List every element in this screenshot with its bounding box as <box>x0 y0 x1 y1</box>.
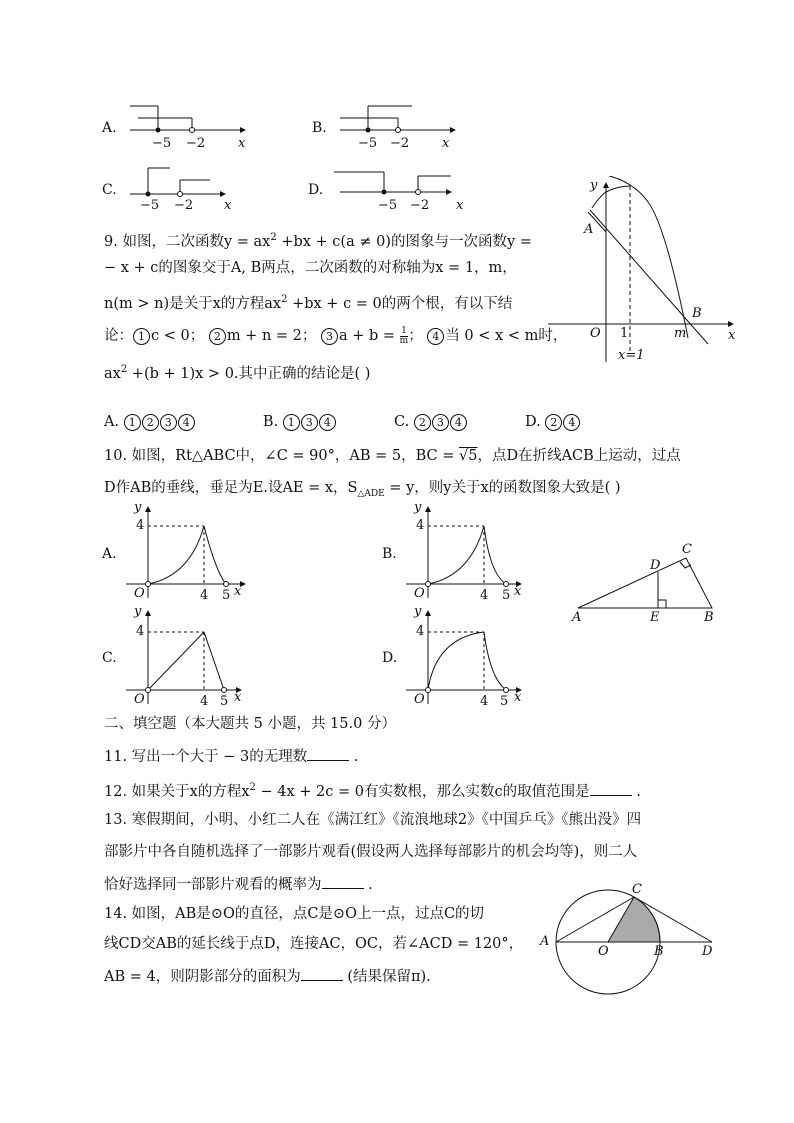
text: m + n = 2； <box>226 328 317 344</box>
q13-line-3 <box>104 874 373 895</box>
label-5: 5 <box>222 588 231 603</box>
option-letter: B. <box>262 414 279 430</box>
section-2-heading: 二、填空题（本大题共 5 小题，共 15.0 分） <box>104 716 396 732</box>
circled-number: 2 <box>545 414 562 431</box>
label-C: C <box>682 542 692 557</box>
q8-option-b <box>310 100 470 150</box>
label-O: O <box>590 326 601 341</box>
answer-blank[interactable] <box>307 746 349 761</box>
tick-label: −2 <box>390 136 410 151</box>
text: − 4x + 2c = 0有实数根，那么实数c的取值范围是 <box>255 783 590 800</box>
sup: 2 <box>281 294 288 305</box>
frac-den: m <box>399 335 409 346</box>
label-y: y <box>414 604 422 619</box>
tick-label: −5 <box>140 198 160 213</box>
text: +bx + c(a ≠ 0)的图象与一次函数y = <box>276 233 532 250</box>
label-A: A <box>584 222 594 237</box>
text: = y，则y关于x的函数图象大致是( ) <box>384 480 621 496</box>
text: +bx + c = 0的两个根，有以下结 <box>287 295 513 312</box>
text: (结果保留π). <box>347 969 431 985</box>
circled-number: 4 <box>563 414 580 431</box>
sqrt: √5 <box>458 448 478 464</box>
option-letter: C. <box>102 650 117 666</box>
text: ax <box>104 365 121 382</box>
q10-graph-d <box>380 606 540 714</box>
option-letter: B. <box>312 120 327 136</box>
tick-label: −5 <box>358 136 378 151</box>
label-5: 5 <box>502 588 511 603</box>
q13-line-2: 部影片中各自随机选择了一部影片观看(假设两人选择每部影片的机会均等)，则二人 <box>104 844 638 860</box>
label-4-top: 4 <box>416 624 425 639</box>
text: ，点D在折线ACB上运动，过点 <box>477 448 681 464</box>
label-4: 4 <box>480 694 489 709</box>
label-4: 4 <box>200 694 209 709</box>
q10-graph-c <box>100 606 260 714</box>
option-letter: A. <box>104 414 120 430</box>
q10-line-1 <box>104 446 681 466</box>
label-B: B <box>704 610 714 625</box>
text: +(b + 1)x > 0.其中正确的结论是( ) <box>127 365 371 382</box>
axis-label: x <box>238 136 246 151</box>
q8-option-a <box>100 100 260 150</box>
label-O: O <box>414 586 425 601</box>
q14-figure <box>536 884 726 1004</box>
text: 论： <box>104 328 133 344</box>
option-b[interactable] <box>263 414 337 430</box>
text: 10. 如图，Rt△ABC中，∠C = 90°，AB = 5，BC = <box>104 448 459 464</box>
label-x: x <box>728 328 736 343</box>
answer-blank[interactable] <box>301 966 343 981</box>
text: 12. 如果关于x的方程x <box>104 783 250 800</box>
text: . <box>353 749 359 765</box>
circled-number: 3 <box>160 414 177 431</box>
sup: 2 <box>270 232 277 243</box>
label-4: 4 <box>480 588 489 603</box>
circle-figure <box>536 884 726 1004</box>
answer-blank[interactable] <box>590 781 632 796</box>
label-A: A <box>540 934 550 949</box>
label-O: O <box>134 586 145 601</box>
q9-line-4 <box>104 326 567 346</box>
q8-option-d <box>306 162 476 212</box>
text: 恰好选择同一部影片观看的概率为 <box>104 877 322 893</box>
option-a[interactable] <box>104 414 196 430</box>
q14-line-1: 14. 如图，AB是⊙O的直径，点C是⊙O上一点，过点C的切 <box>104 906 485 922</box>
label-O: O <box>134 692 145 707</box>
frac-num: 1 <box>401 325 407 336</box>
label-5: 5 <box>500 694 509 709</box>
circled-number: 4 <box>450 414 467 431</box>
circled-number: 1 <box>283 414 300 431</box>
label-y: y <box>134 604 142 619</box>
circled-number: 3 <box>432 414 449 431</box>
option-letter: D. <box>382 650 398 666</box>
label-4-top: 4 <box>416 518 425 533</box>
fraction <box>400 327 409 346</box>
q14-line-2: 线CD交AB的延长线于点D，连接AC，OC，若∠ACD = 120°， <box>104 936 524 952</box>
text: 当 0 < x < m时， <box>445 328 568 344</box>
label-x: x <box>234 584 242 599</box>
text: . <box>636 783 641 800</box>
option-letter: B. <box>382 546 397 562</box>
circled-number: 1 <box>124 414 141 431</box>
axis-label: x <box>224 198 232 213</box>
option-c[interactable] <box>394 414 468 430</box>
text: c < 0； <box>151 328 205 344</box>
q9-line-5 <box>104 360 370 384</box>
option-letter: D. <box>525 414 541 430</box>
label-4: 4 <box>200 588 209 603</box>
q10-graph-a <box>100 502 260 610</box>
label-O: O <box>414 692 425 707</box>
label-4-top: 4 <box>136 518 145 533</box>
q13-line-1: 13. 寒假期间，小明、小红二人在《满江红》《流浪地球2》《中国乒乓》《熊出没》四 <box>104 812 642 828</box>
text: n(m > n)是关于x的方程ax <box>104 295 282 312</box>
q10-line-2 <box>104 478 621 504</box>
text: ； <box>408 328 423 344</box>
label-D: D <box>702 944 713 959</box>
tick-label: −2 <box>410 198 430 213</box>
text: AB = 4，则阴影部分的面积为 <box>104 969 301 985</box>
text: D作AB的垂线，垂足为E.设AE = x，S <box>104 480 358 496</box>
option-letter: A. <box>102 120 117 136</box>
q14-line-3 <box>104 966 431 987</box>
q12 <box>104 778 641 802</box>
q9-graph <box>548 176 748 366</box>
circled-number: 1 <box>133 328 150 345</box>
tick-label: −5 <box>378 198 398 213</box>
number-line-a <box>100 100 260 150</box>
q9-line-1 <box>104 228 532 252</box>
label-B: B <box>654 944 664 959</box>
label-1: 1 <box>620 326 629 341</box>
axis-label: x <box>442 136 450 151</box>
label-4-top: 4 <box>136 624 145 639</box>
label-E: E <box>650 610 660 625</box>
circled-number: 3 <box>301 414 318 431</box>
q10-graph-b <box>380 502 540 610</box>
tick-label: −2 <box>174 198 194 213</box>
label-O: O <box>598 944 609 959</box>
text: . <box>368 877 373 893</box>
option-letter: C. <box>102 182 117 198</box>
parabola-graph <box>548 176 748 366</box>
label-C: C <box>632 882 642 897</box>
circled-number: 4 <box>178 414 195 431</box>
q9-line-2: − x + c的图象交于A, B两点，二次函数的对称轴为x = 1，m， <box>104 260 517 276</box>
label-axis-x1: x=1 <box>618 348 645 363</box>
q11 <box>104 746 358 767</box>
tick-label: −5 <box>152 136 172 151</box>
q9-line-3 <box>104 290 512 314</box>
circled-number: 4 <box>319 414 336 431</box>
label-y: y <box>134 500 142 515</box>
sup: 2 <box>249 782 256 793</box>
label-x: x <box>514 690 522 705</box>
text: 9. 如图，二次函数y = ax <box>104 233 271 250</box>
sup: 2 <box>120 364 128 375</box>
label-m: m <box>674 326 687 341</box>
answer-blank[interactable] <box>322 874 364 889</box>
circled-number: 2 <box>142 414 159 431</box>
label-y: y <box>590 178 598 193</box>
option-letter: A. <box>102 546 117 562</box>
circled-number: 2 <box>209 328 226 345</box>
label-5: 5 <box>220 694 229 709</box>
label-B: B <box>692 306 702 321</box>
axis-label: x <box>456 198 464 213</box>
option-letter: D. <box>308 182 324 198</box>
q9-options <box>104 412 581 432</box>
circled-number: 2 <box>414 414 431 431</box>
q8-option-c <box>100 162 260 212</box>
text: 11. 写出一个大于 − 3的无理数 <box>104 749 308 765</box>
option-letter: C. <box>394 414 410 430</box>
tick-label: −2 <box>186 136 206 151</box>
q10-triangle <box>570 540 730 630</box>
label-x: x <box>234 690 242 705</box>
label-x: x <box>514 584 522 599</box>
option-d[interactable] <box>525 414 581 430</box>
label-A: A <box>572 610 582 625</box>
circled-number: 3 <box>321 328 338 345</box>
label-y: y <box>414 500 422 515</box>
text: a + b = <box>339 328 396 344</box>
label-D: D <box>650 558 661 573</box>
circled-number: 4 <box>427 328 444 345</box>
subscript: △ADE <box>357 488 385 499</box>
